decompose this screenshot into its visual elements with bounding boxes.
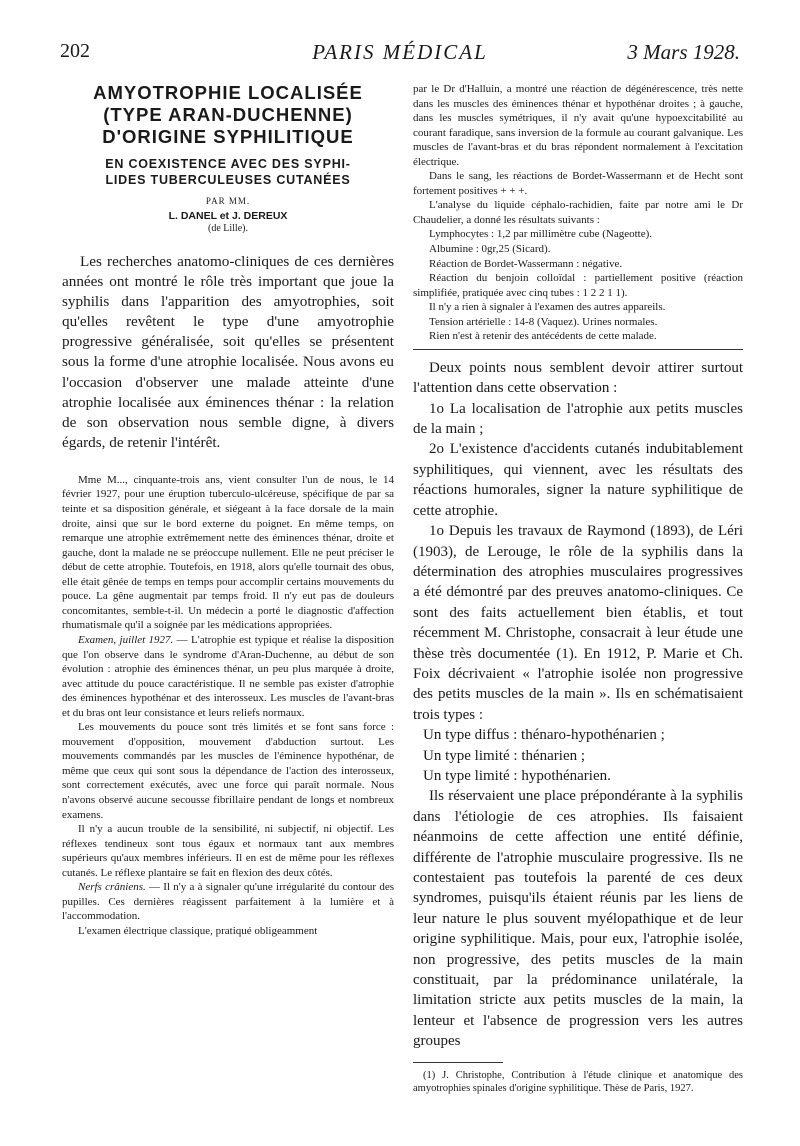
subtitle-line: LIDES TUBERCULEUSES CUTANÉES xyxy=(105,173,351,187)
title-line: D'ORIGINE SYPHILITIQUE xyxy=(102,126,354,147)
subtitle-line: EN COEXISTENCE AVEC DES SYPHI- xyxy=(105,157,351,171)
exam-label: Examen, juillet 1927. xyxy=(78,633,174,646)
body-paragraph: 2o L'existence d'accidents cutanés indubitablement syphilitiques, qui viennent, avec les résultats des réactions humorales, signer la nature syphilitique de cette atrophie. xyxy=(413,441,743,519)
nerves-label: Nerfs crâniens. xyxy=(78,881,146,894)
issue-date: 3 Mars 1928. xyxy=(627,40,740,64)
exam-paragraph xyxy=(62,633,394,720)
footnote-divider xyxy=(413,1062,503,1063)
observation-paragraph: Il n'y a aucun trouble de la sensibilité, ni subjectif, ni objectif. Les réflexes tendineux sont tous égaux et normaux tant aux membres supérieurs qu'aux membres inférieurs. Il en est de même pour les réflexes cutanés. Le réflexe plantaire se fait en flexion des deux côtés. xyxy=(62,823,394,879)
type-list-item: Un type limité : thénarien ; xyxy=(423,747,586,764)
page-header xyxy=(60,40,740,70)
type-list-item: Un type diffus : thénaro-hypothénarien ; xyxy=(423,727,665,744)
section-divider xyxy=(413,349,743,350)
lab-result: Réaction de Bordet-Wassermann : négative. xyxy=(429,257,623,270)
article-title xyxy=(62,82,394,148)
authors: L. DANEL et J. DEREUX xyxy=(168,210,288,222)
lab-result: Rien n'est à retenir des antécédents de cette malade. xyxy=(429,330,657,343)
footnote: (1) J. Christophe, Contribution à l'étude clinique et anatomique des amyotrophies spinales d'origine syphilitique. Thèse de Paris, 1927. xyxy=(413,1069,743,1095)
intro-paragraph: Les recherches anatomo-cliniques de ces dernières années ont montré le rôle très important que joue la syphilis dans l'apparition des amyotrophies, soit qu'elles revêtent le type d'une amyotrophie progressive généralisée, soit qu'elles se présentent sous la forme d'une atrophie localisée. Nous avons eu l'occasion d'observer une malade atteinte d'une atrophie localisée aux éminences thénar : la relation de son observation nous semble digne, à divers égards, de retenir l'intérêt. xyxy=(62,253,394,451)
lab-result: Réaction du benjoin colloïdal : partiellement positive (réaction simplifiée, pratiquée avec cinq tubes : 1 2 2 1 1). xyxy=(413,272,743,299)
nerves-text: — Il n'y a à signaler qu'une irrégularité du contour des pupilles. Ces dernières réagissent parfaitement à la lumière et à l'accommodation. xyxy=(62,881,394,923)
journal-title: PARIS MÉDICAL xyxy=(312,40,488,64)
body-paragraph: Ils réservaient une place prépondérante à la syphilis dans l'étiologie de ces atrophies. Ils faisaient néanmoins de cette affection une entité définie, différente de l'atrophie musculaire progressive. Ils ne contestaient pas toutefois la parenté de ces deux syndromes, puisqu'ils étaient réunis par les liens de leur nature le plus souvent myélopathique et de leur origine syphilitique. Mais, pour eux, l'atrophie isolée, non progressive, des petits muscles de la main constituait, par la prédominance unilatérale, la limitation stricte aux petits muscles de la main, la lenteur et l'absence de progression vers les autres groupes xyxy=(413,788,743,1050)
observation-continued xyxy=(413,82,743,344)
right-column xyxy=(413,82,743,1096)
observation-paragraph: par le Dr d'Halluin, a montré une réaction de dégénérescence, très nette dans les muscles des éminences thénar et hypothénar droites ; à gauche, dans les muscles symétriques, il n'y avait qu'une hypoexcitabilité au courant faradique, sans inversion de la formule au courant galvanique. Les muscles de l'avant-bras et du bras répondent normalement à l'excitation électrique. xyxy=(413,83,743,168)
page-number: 202 xyxy=(60,40,90,62)
title-line: AMYOTROPHIE LOCALISÉE xyxy=(93,82,363,103)
discussion-section xyxy=(413,358,743,1052)
lab-result: Lymphocytes : 1,2 par millimètre cube (Nageotte). xyxy=(429,228,652,241)
body-paragraph: 1o Depuis les travaux de Raymond (1893), de Léri (1903), de Lerouge, le rôle de la syphilis dans la détermination des atrophies musculaires progressives a été démontré par des preuves anatomo-cliniques. Ce sont des faits actuellement bien établis, et tout récemment M. Christophe, consacrait à leur étude une thèse très documentée (1). En 1912, P. Marie et Ch. Foix décrivaient « l'atrophie isolée non progressive des petits muscles de la main ». Ils en schématisaient trois types : xyxy=(413,523,743,723)
nerves-paragraph xyxy=(62,880,394,924)
lab-result: Albumine : 0gr,25 (Sicard). xyxy=(429,243,551,256)
lab-result: Tension artérielle : 14-8 (Vaquez). Urines normales. xyxy=(429,315,658,328)
observation-paragraph: L'analyse du liquide céphalo-rachidien, faite par notre ami le Dr Chaudelier, a donné les résultats suivants : xyxy=(413,199,743,226)
observation-paragraph: L'examen électrique classique, pratiqué obligeamment xyxy=(78,924,318,937)
observation-paragraph: Mme M..., cinquante-trois ans, vient consulter l'un de nous, le 14 février 1927, pour une éruption tuberculo-ulcéreuse, spécifique de par sa teinte et sa disposition générale, et siégeant à la face dorsale de la main droite, ainsi que sur le bord externe du poignet. En même temps, on remarque une atrophie extrêmement nette des éminences thénar, droite et gauche, dont la malade ne se préoccupe nullement. Elle ne peut préciser le début de cette atrophie. Toutefois, en 1918, alors qu'elle tournait des obus, elle était gênée de temps en temps pour accomplir certains mouvements du pouce. La gêne augmentait par temps froid. Il n'y eut pas de douleurs concomitantes, semble-t-il. Un médecin a porté le diagnostic d'affection rhumatismale qu'il a soignée par les médications appropriées. xyxy=(62,473,394,632)
lab-result: Il n'y a rien à signaler à l'examen des autres appareils. xyxy=(429,301,666,314)
left-column xyxy=(62,82,394,938)
byline-prefix: PAR MM. xyxy=(205,196,251,206)
observation-section xyxy=(62,473,394,939)
body-paragraph: 1o La localisation de l'atrophie aux petits muscles de la main ; xyxy=(413,400,743,438)
observation-paragraph: Les mouvements du pouce sont très limités et se font sans force : mouvement d'opposition, mouvement d'abduction surtout. Les mouvements commandés par les muscles de l'éminence hypothénar, de même que ceux qui sont sous la dépendance de l'action des interosseux, sont correctement exécutés, avec une force qui paraît normale. Nous n'avons observé aucune secousse fibrillaire pendant de longs et nombreux examens. xyxy=(62,721,394,821)
affiliation: (de Lille). xyxy=(208,223,248,234)
type-list-item: Un type limité : hypothénarien. xyxy=(423,767,611,784)
article-subtitle xyxy=(62,156,394,188)
body-paragraph: Deux points nous semblent devoir attirer surtout l'attention dans cette observation : xyxy=(413,359,743,397)
observation-paragraph: Dans le sang, les réactions de Bordet-Wassermann et de Hecht sont fortement positives + + +. xyxy=(413,170,743,197)
title-line: (TYPE ARAN-DUCHENNE) xyxy=(103,104,353,125)
exam-text: — L'atrophie est typique et réalise la disposition que l'on observe dans le syndrome d'Aran-Duchenne, au début de son évolution : atrophie des éminences thénar, un peu plus marquée à droite, avec attitude du pouce caractéristique. Il ne semble pas exister d'atrophie des éminences hypothénar et des interosseux. Les muscles de l'avant-bras et du bras ont leur consistance et leurs reliefs normaux. xyxy=(62,633,394,719)
